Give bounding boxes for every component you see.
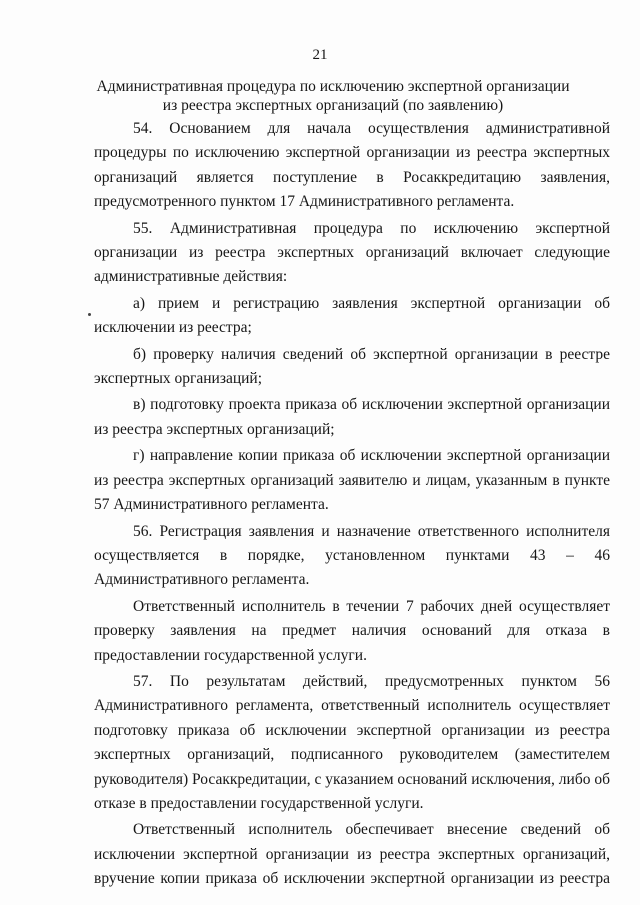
list-item-v: в) подготовку проекта приказа об исключении экспертной организации из реестра экспертных организаций;	[94, 396, 610, 438]
section-heading-line-1: Административная процедура по исключению экспертной организации	[96, 78, 570, 95]
section-heading-line-2: из реестра экспертных организаций (по заявлению)	[162, 97, 504, 114]
scan-speck	[88, 313, 91, 316]
list-item-a: а) прием и регистрацию заявления экспертной организации об исключении из реестра;	[94, 294, 610, 337]
paragraph-55: 55. Административная процедура по исключению экспертной организации из реестра экспертных организаций включает следующие административные действия:	[94, 219, 610, 286]
list-item-g: г) направление копии приказа об исключении экспертной организации из реестра экспертных организаций заявителю и лицам, указанным в пункте 57 Административного регламента.	[94, 447, 610, 514]
page-number: 21	[312, 47, 328, 63]
paragraph-57: 57. По результатам действий, предусмотренных пунктом 56 Административного регламента, ответственный исполнитель осуществляет подготовку приказа об исключении экспертной организации из реестра экспертных организаций, подписанного руководителем (заместителем руководителя) Росаккредитации, с указанием оснований исключения, либо об отказе в предоставлении государственной услуги.	[94, 672, 610, 812]
document-body	[94, 117, 610, 892]
section-heading	[80, 77, 586, 115]
paragraph-56-continuation: Ответственный исполнитель в течении 7 рабочих дней осуществляет проверку заявления на предмет наличия оснований для отказа в предоставлении государственной услуги.	[94, 597, 610, 664]
paragraph-56: 56. Регистрация заявления и назначение ответственного исполнителя осуществляется в порядке, установленном пунктами 43 – 46 Административного регламента.	[94, 522, 610, 589]
paragraph-54: 54. Основанием для начала осуществления административной процедуры по исключению экспертной организации из реестра экспертных организаций является поступление в Росаккредитацию заявления, предусмотренного пунктом 17 Административного регламента.	[94, 120, 610, 211]
paragraph-57-continuation: Ответственный исполнитель обеспечивает внесение сведений об исключении экспертной организации из реестра экспертных организаций, вручение копии приказа об исключении экспертной организации из реестра	[94, 821, 610, 888]
list-item-b: б) проверку наличия сведений об экспертной организации в реестре экспертных организаций;	[94, 345, 610, 388]
